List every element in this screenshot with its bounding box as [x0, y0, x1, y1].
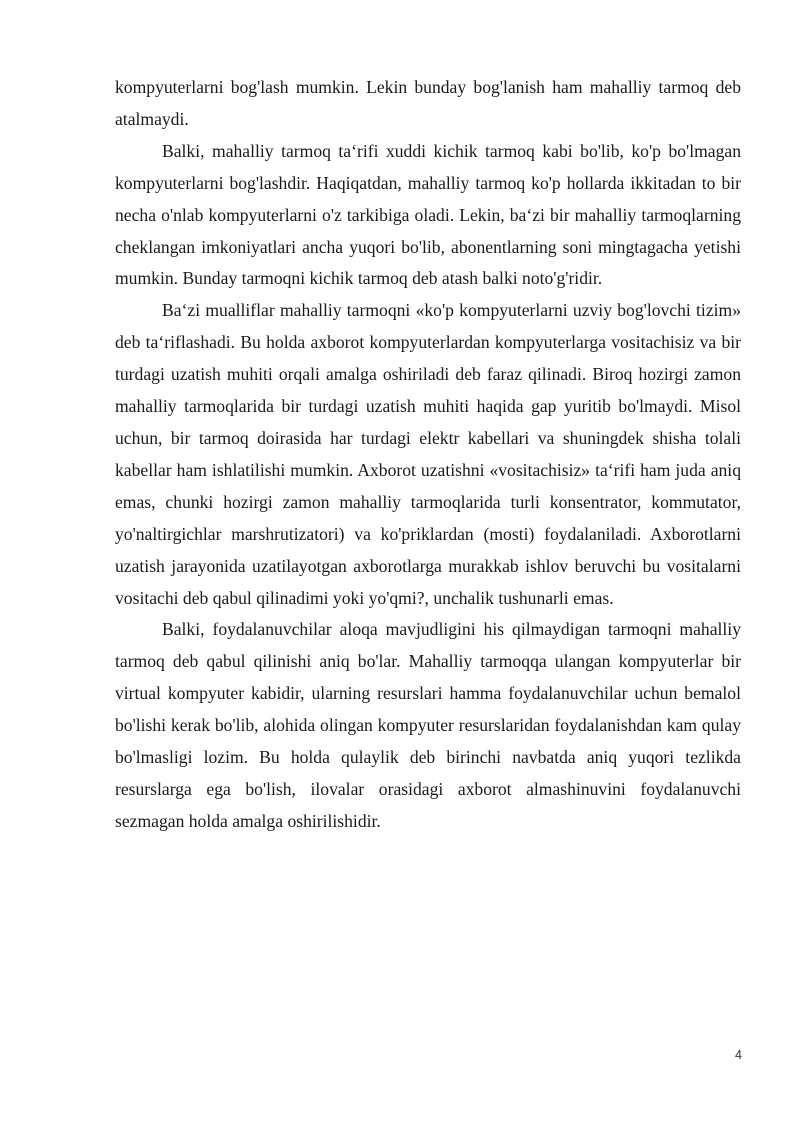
body-text	[115, 72, 741, 838]
paragraph-authors-definition: Ba‘zi mualliflar mahalliy tarmoqni «ko'p kompyuterlarni uzviy bog'lovchi tizim» deb ta‘riflashadi. Bu holda axborot kompyuterlardan kompyuterlarga vositachisiz va bir turdagi uzatish muhiti orqali amalga oshiriladi deb faraz qilinadi. Biroq hozirgi zamon mahalliy tarmoqlarida bir turdagi uzatish muhiti haqida gap yuritib bo'lmaydi. Misol uchun, bir tarmoq doirasida har turdagi elektr kabellari va shuningdek shisha tolali kabellar ham ishlatilishi mumkin. Axborot uzatishni «vositachisiz» ta‘rifi ham juda aniq emas, chunki hozirgi zamon mahalliy tarmoqlarida turli konsentrator, kommutator, yo'naltirgichlar marshrutizatori) va ko'priklardan (mosti) foydalaniladi. Axborotlarni uzatish jarayonida uzatilayotgan axborotlarga murakkab ishlov beruvchi bu vositalarni vositachi deb qabul qilinadimi yoki yo'qmi?, unchalik tushunarli emas.	[115, 300, 741, 608]
paragraph-virtual-computer: Balki, foydalanuvchilar aloqa mavjudligini his qilmaydigan tarmoqni mahalliy tarmoq deb qabul qilinishi aniq bo'lar. Mahalliy tarmoqqa ulangan kompyuterlar bir virtual kompyuter kabidir, ularning resurslari hamma foydalanuvchilar uchun bemalol bo'lishi kerak bo'lib, alohida olingan kompyuter resurslaridan foydalanishdan kam qulay bo'lmasligi lozim. Bu holda qulaylik deb birinchi navbatda aniq yuqori tezlikda resurslarga ega bo'lish, ilovalar orasidagi axborot almashinuvini foydalanuvchi sezmagan holda amalga oshirilishidir.	[115, 619, 741, 831]
page-number: 4	[735, 1048, 742, 1062]
paragraph-small-network-definition: Balki, mahalliy tarmoq ta‘rifi xuddi kichik tarmoq kabi bo'lib, ko'p bo'lmagan kompyuterlarni bog'lashdir. Haqiqatdan, mahalliy tarmoq ko'p hollarda ikkitadan to bir necha o'nlab kompyuterlarni o'z tarkibiga oladi. Lekin, ba‘zi bir mahalliy tarmoqlarning cheklangan imkoniyatlari ancha yuqori bo'lib, abonentlarning soni mingtagacha yetishi mumkin. Bunday tarmoqni kichik tarmoq deb atash balki noto'g'ridir.	[115, 140, 741, 289]
paragraph-continuation: kompyuterlarni bog'lash mumkin. Lekin bunday bog'lanish ham mahalliy tarmoq deb atalmaydi.	[115, 77, 741, 129]
